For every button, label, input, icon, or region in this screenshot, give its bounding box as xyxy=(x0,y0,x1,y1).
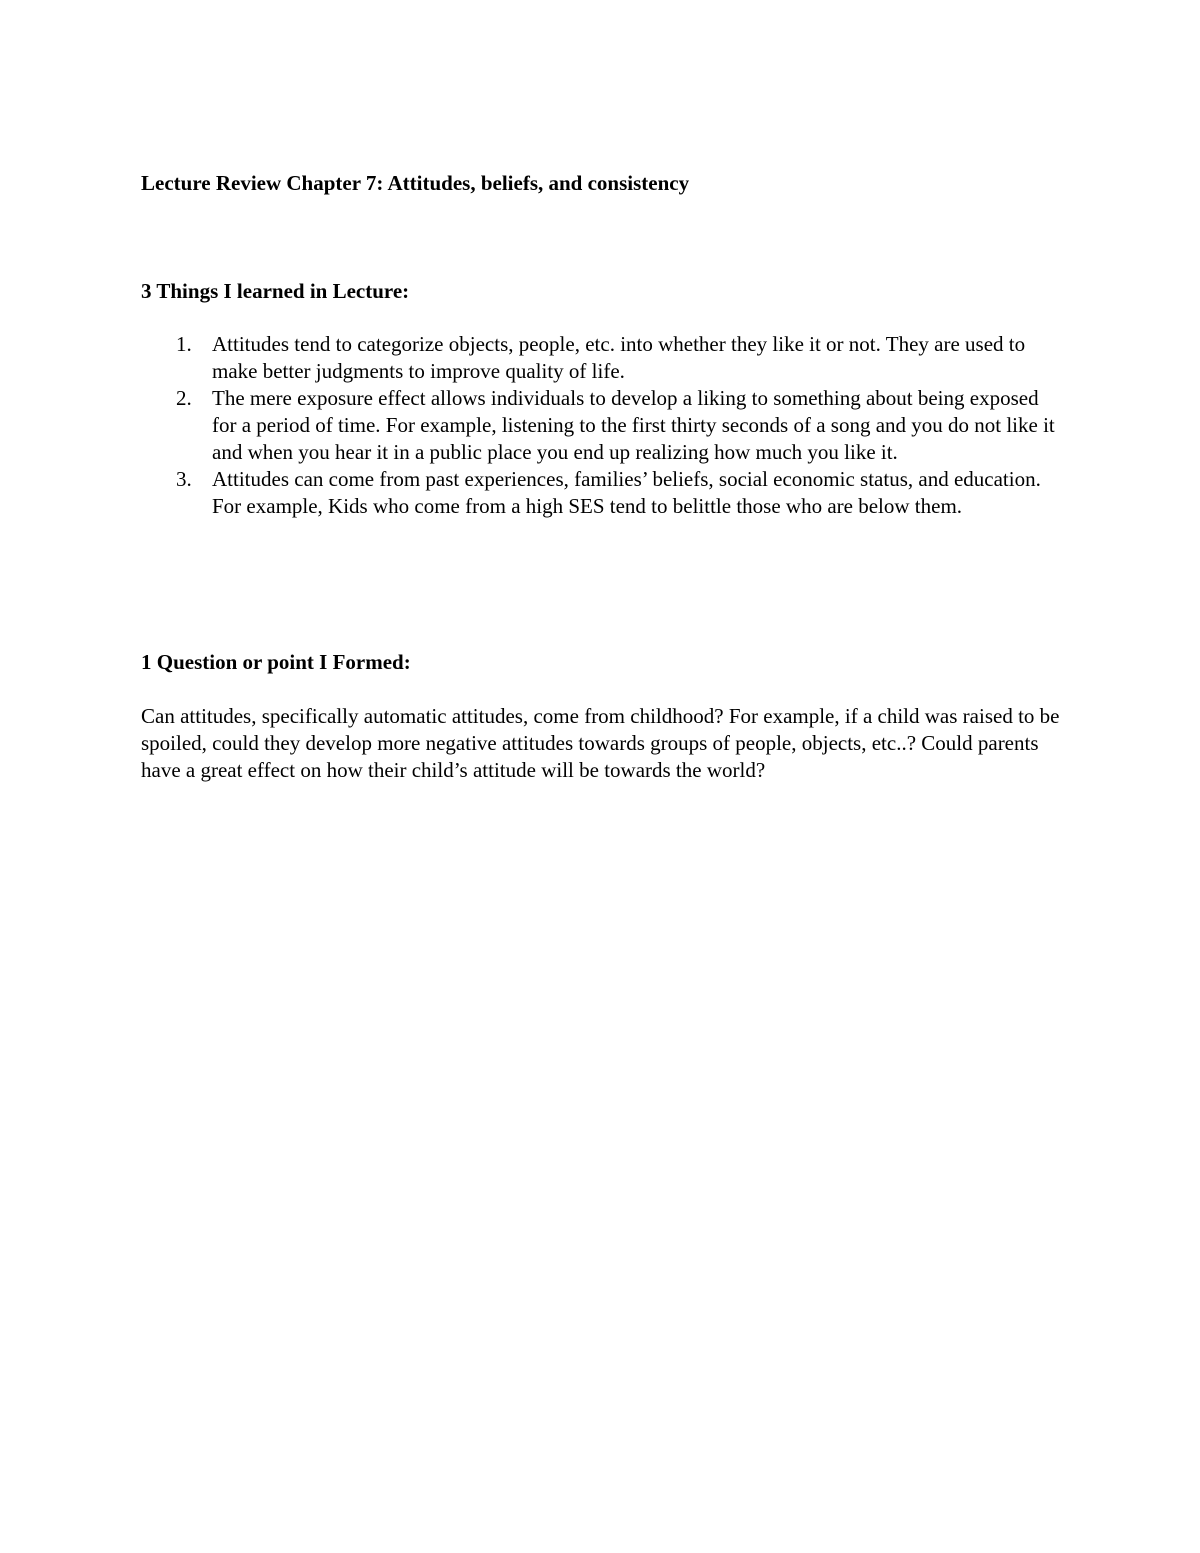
learned-item xyxy=(141,385,1061,466)
list-number: 1. xyxy=(176,332,192,356)
learned-heading: 3 Things I learned in Lecture: xyxy=(141,279,410,303)
learned-item xyxy=(141,466,1061,520)
question-heading: 1 Question or point I Formed: xyxy=(141,650,411,674)
list-number: 3. xyxy=(176,467,192,491)
document-title: Lecture Review Chapter 7: Attitudes, beliefs, and consistency xyxy=(141,171,690,195)
learned-item xyxy=(141,331,1061,385)
list-number: 2. xyxy=(176,386,192,410)
learned-list xyxy=(141,331,1061,520)
learned-item-text: The mere exposure effect allows individuals to develop a liking to something about being exposed for a period of time. For example, listening to the first thirty seconds of a song and you do not like it and when you hear it in a public place you end up realizing how much you like it. xyxy=(212,386,1055,464)
learned-item-text: Attitudes tend to categorize objects, people, etc. into whether they like it or not. They are used to make better judgments to improve quality of life. xyxy=(212,332,1026,383)
learned-item-text: Attitudes can come from past experiences, families’ beliefs, social economic status, and education. For example, Kids who come from a high SES tend to belittle those who are below them. xyxy=(212,467,1041,518)
document-content xyxy=(141,168,1061,784)
question-text: Can attitudes, specifically automatic attitudes, come from childhood? For example, if a child was raised to be spoiled, could they develop more negative attitudes towards groups of people, objects, etc..? Could parents have a great effect on how their child’s attitude will be towards the world? xyxy=(141,704,1060,782)
